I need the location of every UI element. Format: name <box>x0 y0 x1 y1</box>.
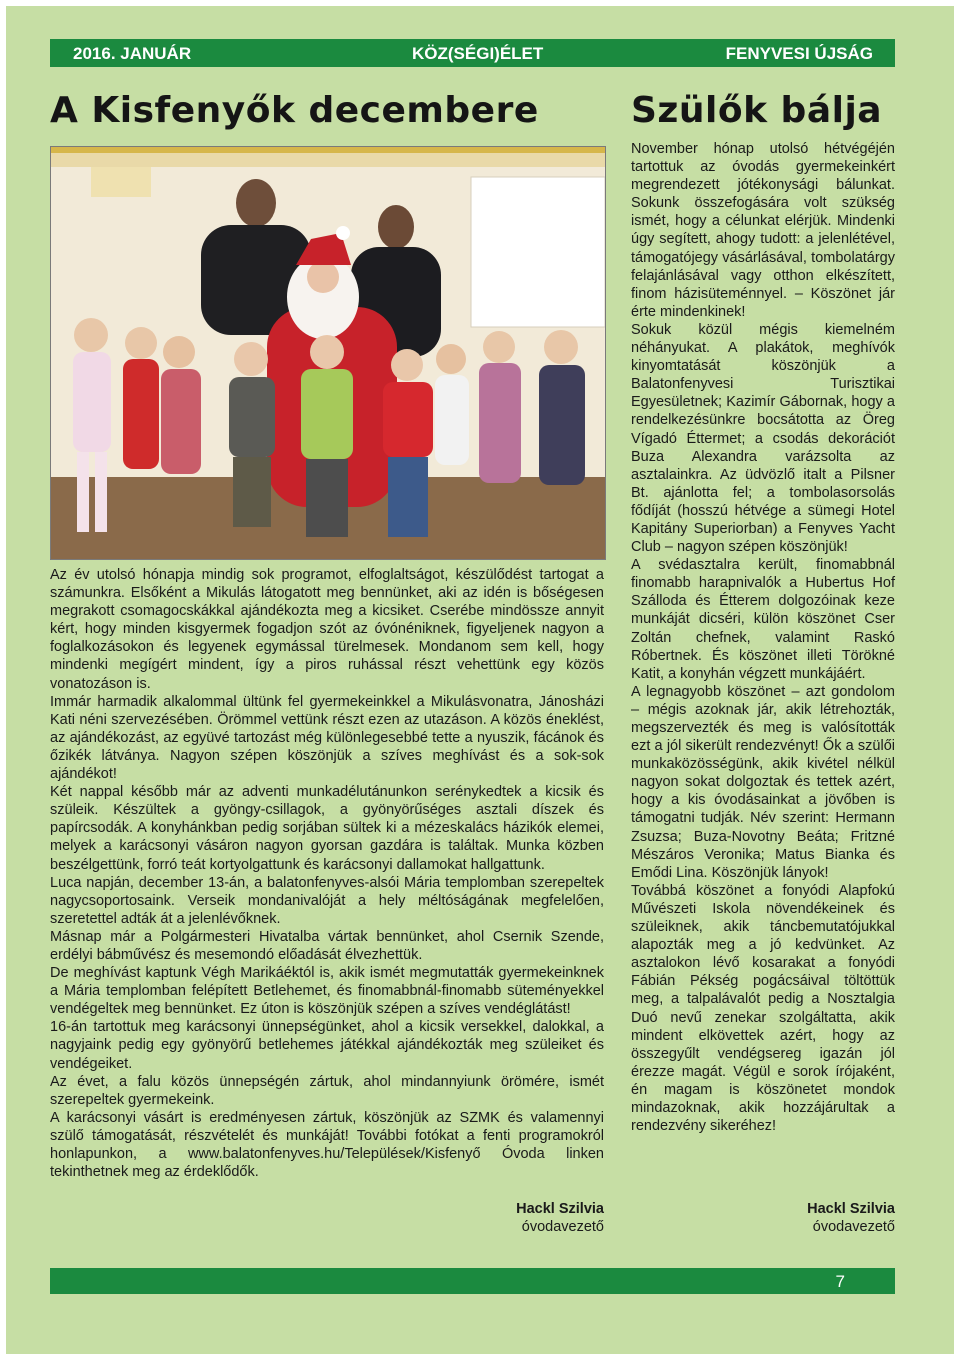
article-left-signature-name: Hackl Szilvia <box>516 1201 604 1217</box>
article-right-body <box>631 140 895 1135</box>
article-right-signature-role: óvodavezető <box>812 1219 895 1235</box>
footer-bar <box>50 1268 895 1294</box>
header-publication: FENYVESI ÚJSÁG <box>725 44 873 63</box>
article-left-paragraph: De meghívást kaptunk Végh Marikáéktól is, akik ismét megmutatták gyermekeinknek a Mária templomban felépített Betlehemet, és finomabbnál-finomabb süteményekkel vendégeltek meg bennünket. Ez úton is köszönjük szépen a szíves vendéglátást! <box>50 965 604 1018</box>
header-section: KÖZ(SÉGI)ÉLET <box>412 44 544 63</box>
group-photo-illustration <box>51 147 605 559</box>
article-left-paragraph: Luca napján, december 13-án, a balatonfenyves-alsói Mária templomban szerepeltek nagycsoportosaink. Verseik mondanivalóját a hely méltóságának megfelelően, szeretettel adták át a jelenlévőknek. <box>50 874 604 927</box>
article-right-paragraph: Sokuk közül mégis kiemelném néhányukat. A plakátok, meghívók kinyomtatását köszönjük a Balatonfenyvesi Turisztikai Egyesületnek; Kazimír Gábornak, hogy a rendelkezésünkre bocsátotta az Öreg Vígadó Éttermet; a csodás dekorációt Buza Alexandra varázsolta az asztalainkra. Az üdvözlő italt a Pilsner Bt. ajánlotta fel; a tombolasorsolás fődíját (hosszú hétvége a sümegi Hotel Kapitány Superiorban) a Fenyves Yacht Club – nagyon szépen köszönjük! <box>631 321 895 556</box>
article-right-signature-name: Hackl Szilvia <box>807 1201 895 1217</box>
article-left-title: A Kisfenyők decembere <box>50 90 539 131</box>
article-left-body <box>50 566 604 1181</box>
header-date: 2016. JANUÁR <box>73 44 192 63</box>
article-left-paragraph: Az évet, a falu közös ünnepségén zártuk, ahol mindannyiunk örömére, ismét szerepeltek gyermekeink. <box>50 1073 604 1108</box>
page-number: 7 <box>835 1272 845 1291</box>
article-left-signature-role: óvodavezető <box>521 1219 604 1235</box>
article-left-paragraph: A karácsonyi vásárt is eredményesen zártuk, köszönjük az SZMK és valamennyi szülő támogatását, részvételét és munkáját! További fotókat a fenti programokról honlapunkon, a www.balatonfenyves.hu/Települések/Kisfenyő Óvoda linken tekinthetnek meg az érdeklődők. <box>50 1109 604 1181</box>
article-left-paragraph: Két nappal később már az adventi munkadélutánunkon serénykedtek a kicsik és szüleik. Készültek a gyöngy-csillagok, a gyönyörűséges asztali díszek és papírcsodák. A konyhánkban pedig sorjában sültek ki a mézeskalács házikók elemei, melyek a karácsonyi vásáron nagyon gyorsan gazdára is találtak. Munka közben beszélgettünk, forró teát kortyolgattunk és karácsonyi dallamokat hallgattunk. <box>50 784 604 873</box>
group-photo-santa-children <box>50 146 606 560</box>
article-right-paragraph: November hónap utolsó hétvégéjén tartottuk az óvodás gyermekeinkért megrendezett jótékonysági bálunkat. Sokunk összefogására volt szükség ismét, hogy a célunkat elérjük. Mindenki úgy segített, ahogy tudott: a jelenlétével, támogatójegy vásárlásával, tombolatárgy felajánlásával vagy otthon elkészített, finom házisüteménnyel. – Köszönet jár érte mindenkinek! <box>631 141 895 320</box>
header-bar <box>50 39 895 67</box>
article-left-paragraph: Másnap már a Polgármesteri Hivatalba vártak bennünket, ahol Csernik Szende, erdélyi bábművész és mesemondó előadását élvezhettük. <box>50 928 604 963</box>
article-left-paragraph: Immár harmadik alkalommal ültünk fel gyermekeinkkel a Mikulásvonatra, Jánosházi Kati néni szervezésében. Örömmel vettünk részt ezen az utazáson. A közös éneklést, az ajándékozást, az együvé tartozást még különlegesebbé tette a nyuszik, fácánok és őzikék látványa. Nagyon szépen köszönjük a szíves meghívást és a sok-sok ajándékot! <box>50 693 604 783</box>
article-right-paragraph: A legnagyobb köszönet – azt gondolom – mégis azoknak jár, akik létrehozták, megszervezték és meg is valósították ezt a jól sikerült rendezvényt! Ők a szülői munkaközösségünk, akik kivétel nélkül nagyon sokat dolgoztak és tettek azért, hogy a kis óvodásainkat a jövőben is támogatni tudják. Név szerint: Hermann Zsuzsa; Buza-Novotny Beáta; Fritzné Mészáros Veronika; Matus Bianka és Emődi Lina. Köszönjük lányok! <box>631 683 895 881</box>
article-right-paragraph: A svédasztalra került, finomabbnál finomabb harapnivalók a Hubertus Hof Szálloda és Étterem dolgozóinak keze munkáját dicséri, külön köszönet Cser Zoltán chefnek, valamint Raskó Róbertnek. És köszönet illeti Törökné Katit, a konyhán végzett munkájáért. <box>631 557 895 682</box>
article-left-paragraph: Az év utolsó hónapja mindig sok programot, elfoglaltságot, készülődést tartogat a számunkra. Elsőként a Mikulás látogatott meg bennünket, aki az idén is bőségesen megrakott csomagocskákkal ajándékozta meg a kicsiket. Cserébe mindössze annyit kért, hogy minden kisgyermek fogadjon szót az óvónéniknek, figyeljenek nagyon a foglalkozásokon és legyenek egymással türelmesek. Mondanom sem kell, hogy mindenki megígért mindent, így a piros ruhással részt vehettünk egy közös vonatozáson is. <box>50 567 604 692</box>
article-right-paragraph: Továbbá köszönet a fonyódi Alapfokú Művészeti Iskola növendékeinek és szüleiknek, akik táncbemutatójukkal alapozták meg a jó kedvünket. Az asztalokon lévő kosarakat a fonyódi Fábián Pékség pogácsáival töltöttük meg, a talpalávalót pedig a Nosztalgia Duó nevű zenekar szolgáltatta, akik mindent elkövettek azért, hogy az összegyűlt vendégsereg igazán jól érezze magát. Végül e sorok írójaként, én magam is köszönetet mondok mindazoknak, akik hozzájárultak a rendezvény sikeréhez! <box>631 882 895 1135</box>
article-left-paragraph: 16-án tartottuk meg karácsonyi ünnepségünket, ahol a kicsik versekkel, dalokkal, a nagyjaink pedig egy gyönyörű betlehemes játékkal ajándékozták meg szüleiket és vendégeiket. <box>50 1019 604 1072</box>
article-right-title: Szülők bálja <box>631 90 883 131</box>
